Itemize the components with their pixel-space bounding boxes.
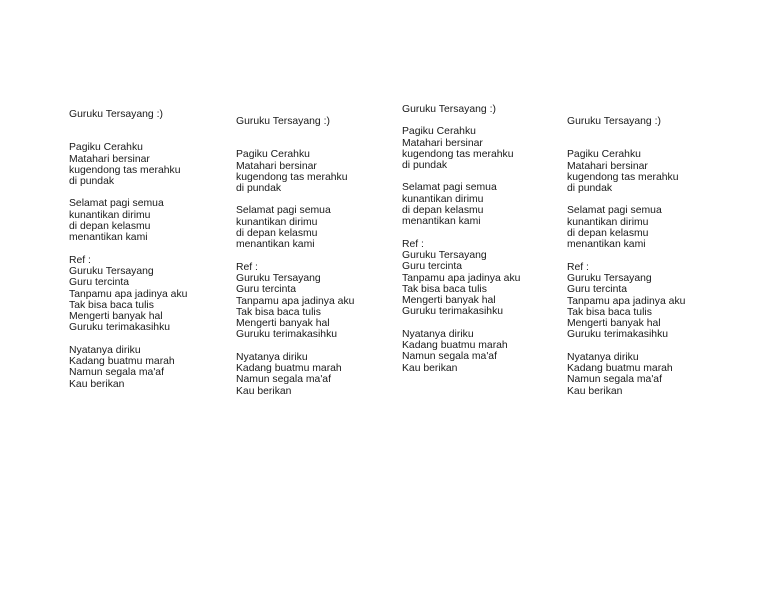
lyric-line: Selamat pagi semua [402, 182, 497, 194]
lyric-line: di depan kelasmu [69, 221, 151, 233]
lyric-line: Selamat pagi semua [69, 198, 164, 210]
lyric-line: Guruku terimakasihku [236, 329, 338, 341]
lyric-line: kunantikan dirimu [69, 209, 151, 221]
lyric-line: Namun segala ma'af [236, 374, 331, 386]
lyric-line: di depan kelasmu [567, 228, 649, 240]
lyric-line: Matahari bersinar [567, 160, 648, 172]
lyrics-column-2 [236, 116, 406, 408]
lyric-line: kugendong tas merahku [236, 171, 348, 183]
lyric-line: kunantikan dirimu [567, 216, 649, 228]
stanza [69, 255, 239, 334]
lyric-line: Matahari bersinar [69, 153, 150, 165]
lyric-line: Pagiku Cerahku [567, 149, 641, 161]
lyric-line: menantikan kami [236, 239, 315, 251]
lyric-line: kunantikan dirimu [236, 216, 318, 228]
stanza [236, 205, 406, 250]
lyric-line: Nyatanya diriku [236, 351, 308, 363]
lyric-line: Mengerti banyak hal [567, 318, 661, 330]
song-title: Guruku Tersayang :) [402, 104, 496, 115]
lyric-line: di pundak [236, 183, 282, 195]
lyric-line: menantikan kami [69, 232, 148, 244]
lyric-line: Pagiku Cerahku [402, 126, 476, 138]
lyric-line: di pundak [402, 160, 448, 172]
lyric-line: Guru tercinta [236, 284, 297, 296]
lyric-line: Mengerti banyak hal [236, 318, 330, 330]
lyric-line: Namun segala ma'af [402, 351, 497, 363]
lyric-line: Kadang buatmu marah [402, 340, 508, 352]
lyric-line: di pundak [69, 176, 115, 188]
lyric-line: Guruku Tersayang [69, 265, 154, 277]
lyric-line: Pagiku Cerahku [236, 149, 310, 161]
lyric-line: Tanpamu apa jadinya aku [402, 272, 521, 284]
lyric-line: Nyatanya diriku [69, 344, 141, 356]
lyric-line: Tak bisa baca tulis [236, 306, 321, 318]
stanza [567, 205, 737, 250]
lyric-line: kugendong tas merahku [567, 171, 679, 183]
lyric-line: Guruku terimakasihku [69, 322, 171, 334]
stanza [236, 352, 406, 397]
stanza [236, 149, 406, 194]
stanza [402, 126, 572, 171]
lyric-line: Tanpamu apa jadinya aku [69, 288, 188, 300]
lyric-line: di depan kelasmu [402, 205, 484, 217]
lyric-line: Kadang buatmu marah [236, 363, 342, 375]
lyric-line: Selamat pagi semua [236, 205, 331, 217]
lyrics-column-3 [402, 104, 572, 385]
stanza [567, 149, 737, 194]
lyric-line: Namun segala ma'af [69, 367, 164, 379]
lyric-line: kugendong tas merahku [402, 148, 514, 160]
stanza [567, 262, 737, 341]
lyric-line: Guru tercinta [567, 284, 628, 296]
song-title: Guruku Tersayang :) [69, 109, 163, 120]
lyric-line: kunantikan dirimu [402, 193, 484, 205]
stanza [236, 262, 406, 341]
song-title: Guruku Tersayang :) [567, 116, 661, 127]
lyric-line: Kau berikan [236, 385, 292, 397]
stanza [69, 198, 239, 243]
lyrics-column-1 [69, 109, 239, 401]
lyric-line: Guruku terimakasihku [567, 329, 669, 341]
lyric-line: Nyatanya diriku [567, 351, 639, 363]
lyric-line: Nyatanya diriku [402, 328, 474, 340]
lyric-line: Ref : [567, 261, 589, 273]
lyric-line: Tanpamu apa jadinya aku [567, 295, 686, 307]
lyric-line: Guruku Tersayang [402, 249, 487, 261]
stanza [69, 345, 239, 390]
lyric-line: menantikan kami [402, 216, 481, 228]
lyric-line: Tanpamu apa jadinya aku [236, 295, 355, 307]
lyric-line: di depan kelasmu [236, 228, 318, 240]
lyric-line: Tak bisa baca tulis [567, 306, 652, 318]
lyric-line: Tak bisa baca tulis [69, 299, 154, 311]
lyric-line: Matahari bersinar [402, 137, 483, 149]
stanza [567, 352, 737, 397]
lyric-line: Kau berikan [69, 378, 125, 390]
stanza [402, 239, 572, 318]
lyric-line: Kadang buatmu marah [567, 363, 673, 375]
lyric-line: Selamat pagi semua [567, 205, 662, 217]
lyric-line: Kadang buatmu marah [69, 356, 175, 368]
stanza [69, 142, 239, 187]
stanza [402, 329, 572, 374]
lyric-line: Matahari bersinar [236, 160, 317, 172]
lyric-line: Mengerti banyak hal [69, 311, 163, 323]
lyric-line: kugendong tas merahku [69, 164, 181, 176]
lyric-line: Mengerti banyak hal [402, 295, 496, 307]
lyric-line: Ref : [402, 238, 424, 250]
lyric-line: Pagiku Cerahku [69, 142, 143, 154]
song-title: Guruku Tersayang :) [236, 116, 330, 127]
lyric-line: menantikan kami [567, 239, 646, 251]
lyric-line: Guruku Tersayang [567, 272, 652, 284]
lyric-line: Ref : [236, 261, 258, 273]
stanza [402, 182, 572, 227]
lyric-line: Namun segala ma'af [567, 374, 662, 386]
lyric-line: Kau berikan [402, 362, 458, 374]
lyric-line: Tak bisa baca tulis [402, 283, 487, 295]
lyric-line: Guruku terimakasihku [402, 306, 504, 318]
lyric-line: Ref : [69, 254, 91, 266]
lyric-line: Guru tercinta [69, 277, 130, 289]
lyrics-column-4 [567, 116, 737, 408]
lyric-line: di pundak [567, 183, 613, 195]
lyric-line: Kau berikan [567, 385, 623, 397]
lyric-line: Guruku Tersayang [236, 272, 321, 284]
lyric-line: Guru tercinta [402, 261, 463, 273]
